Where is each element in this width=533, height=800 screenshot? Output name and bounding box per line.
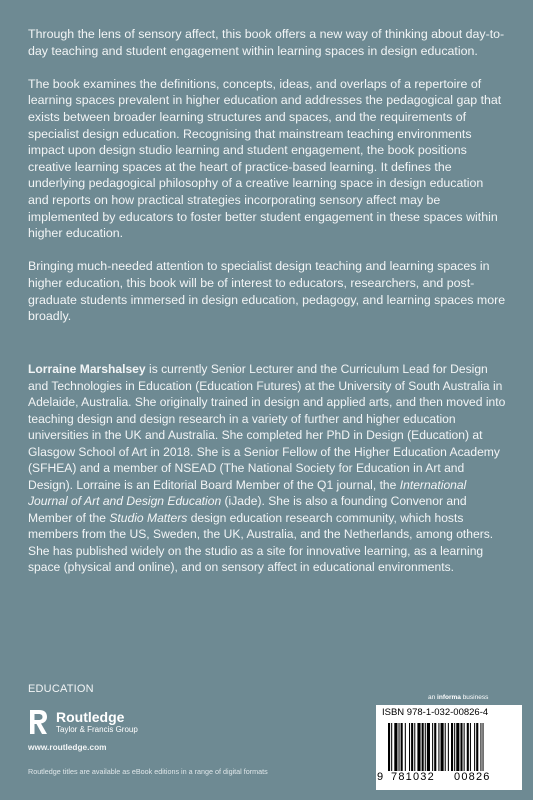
- isbn-label: ISBN 978-1-032-00826-4: [382, 707, 489, 718]
- barcode-icon: [388, 723, 512, 771]
- barcode-digit-group-1: 781032: [391, 771, 435, 783]
- informa-suffix: business: [460, 694, 489, 701]
- routledge-r-logo-icon: [28, 708, 50, 736]
- bio-text-2: (iJade). She is also a founding Convenor and Member of the: [28, 494, 467, 525]
- subject-category: EDUCATION: [28, 683, 94, 695]
- author-bio: [28, 361, 508, 576]
- barcode-lead-digit: 9: [377, 771, 384, 783]
- informa-business-note: [428, 694, 488, 701]
- informa-prefix: an: [428, 694, 438, 701]
- publisher-group: Taylor & Francis Group: [56, 724, 138, 734]
- isbn-barcode-panel: [376, 705, 522, 790]
- publisher-name: Routledge: [56, 708, 125, 725]
- publisher-logo: [28, 707, 138, 737]
- blurb-paragraph-2: The book examines the definitions, concepts, ideas, and overlaps of a repertoire of learning spaces prevalent in higher education and addresses the pedagogical gap that exists between broader learning structures and spaces, and the requirements of specialist design education. Recognising that mainstream teaching environments impact upon design studio learning and student engagement, the book positions creative learning spaces at the heart of practice-based learning. It defines the underlying pedagogical philosophy of a creative learning space in design education and reports on how practical strategies incorporating sensory affect may be implemented by educators to foster better student engagement in these spaces within higher education.: [28, 76, 502, 241]
- bio-text-3: design education research community, which hosts members from the US, Sweden, the UK, Australia, and the Netherlands, among others. She has published widely on the studio as a site for innovative learning, as a learning space (physical and online), and on sensory affect in educational environments.: [28, 510, 494, 574]
- bio-text-1: is currently Senior Lecturer and the Curriculum Lead for Design and Technologies in Education (Education Futures) at the University of South Australia in Adelaide, Australia. She originally trained in design and applied arts, and then moved into teaching design and design research in a variety of further and higher education universities in the UK and Australia. She completed her PhD in Design (Education) at Glasgow School of Art in 2018. She is a Senior Fellow of the Higher Education Academy (SFHEA) and a member of NSEAD (The National Society for Education in Art and Design). Lorraine is an Editorial Board Member of the Q1 journal, the: [28, 362, 506, 492]
- blurb-paragraph-3: Bringing much-needed attention to specialist design teaching and learning spaces in higher education, this book will be of interest to educators, researchers, and post-graduate students immersed in design education, pedagogy, and learning spaces more broadly.: [28, 259, 506, 324]
- author-name: Lorraine Marshalsey: [28, 362, 146, 376]
- journal-title: International Journal of Art and Design Education: [28, 477, 467, 508]
- blurb-paragraph-1: Through the lens of sensory affect, this book offers a new way of thinking about day-to-day teaching and student engagement within learning spaces in design education.: [28, 27, 505, 58]
- back-cover-blurb: [28, 26, 506, 341]
- publisher-url: www.routledge.com: [28, 742, 107, 752]
- ebook-note: Routledge titles are available as eBook editions in a range of digital formats: [28, 767, 268, 776]
- barcode-digit-group-2: 00826: [454, 771, 491, 783]
- studio-matters-title: Studio Matters: [109, 510, 188, 525]
- informa-brand: informa: [437, 694, 461, 701]
